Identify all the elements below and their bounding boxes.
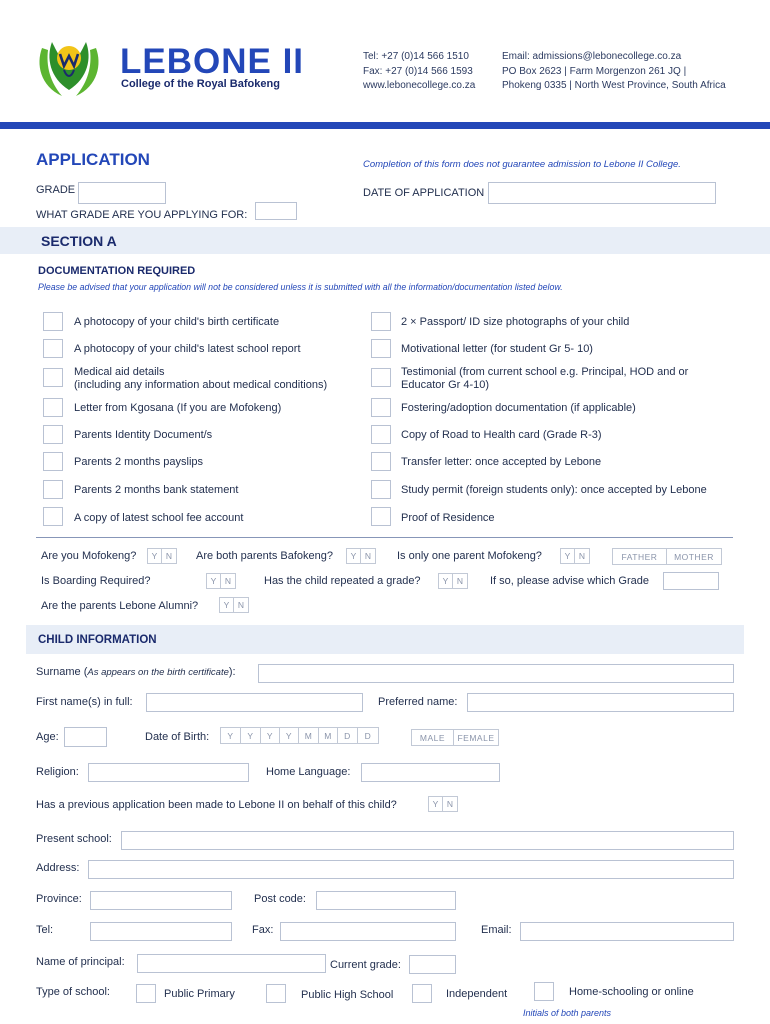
principal-input[interactable] [137, 954, 326, 973]
q-mofokeng-label: Are you Mofokeng? [41, 550, 137, 562]
yes-option[interactable]: Y [220, 598, 234, 612]
previous-application-label: Has a previous application been made to Lebone II on behalf of this child? [36, 799, 397, 811]
application-title: APPLICATION [36, 150, 150, 169]
previous-application-yn[interactable] [428, 796, 458, 812]
applying-grade-label: WHAT GRADE ARE YOU APPLYING FOR: [36, 209, 248, 221]
first-names-label: First name(s) in full: [36, 696, 133, 708]
no-option[interactable]: N [237, 600, 245, 610]
email-input[interactable] [520, 922, 734, 941]
doc-label-road-to-health: Copy of Road to Health card (Grade R-3) [401, 429, 602, 441]
dob-year-1[interactable]: Y [221, 728, 241, 743]
doc-label-payslips: Parents 2 months payslips [74, 456, 204, 468]
school-type-public-primary-checkbox[interactable] [136, 984, 156, 1003]
repeated-grade-input[interactable] [663, 572, 719, 590]
yes-option[interactable]: Y [561, 549, 575, 563]
doc-label-bank-statement: Parents 2 months bank statement [74, 484, 239, 496]
dob-day-2[interactable]: D [364, 730, 372, 741]
grade-label: GRADE [36, 184, 76, 196]
doc-label-school-report: A photocopy of your child's latest school report [74, 343, 301, 355]
doc-checkbox-school-report[interactable] [43, 339, 63, 358]
current-grade-input[interactable] [409, 955, 456, 974]
child-info-heading: CHILD INFORMATION [38, 634, 157, 646]
religion-label: Religion: [36, 766, 79, 778]
father-option[interactable]: FATHER [613, 549, 667, 564]
female-option[interactable]: FEMALE [457, 732, 495, 743]
present-school-input[interactable] [121, 831, 734, 850]
no-option[interactable]: N [165, 551, 173, 561]
current-grade-label: Current grade: [330, 959, 401, 971]
surname-label-text: Surname ( [36, 666, 88, 678]
applying-grade-input[interactable] [255, 202, 297, 220]
q-both-parents-yn[interactable] [346, 548, 376, 564]
yes-option[interactable]: Y [207, 574, 221, 588]
fax-input[interactable] [280, 922, 456, 941]
doc-checkbox-kgosana-letter[interactable] [43, 398, 63, 417]
date-of-application-label: DATE OF APPLICATION [363, 187, 485, 199]
school-type-home-schooling-checkbox[interactable] [534, 982, 554, 1001]
school-type-independent-label: Independent [446, 988, 508, 1000]
doc-label-testimonial: Testimonial (from current school e.g. Principal, HOD and or Educator Gr 4-10) [401, 366, 689, 391]
contact-phone: Tel: +27 (0)14 566 1510 [363, 51, 469, 62]
mother-option[interactable]: MOTHER [674, 551, 714, 562]
no-option[interactable]: N [224, 576, 232, 586]
yes-option[interactable]: Y [429, 797, 443, 811]
male-option[interactable]: MALE [412, 730, 454, 745]
surname-label [36, 666, 236, 678]
logo-tagline: College of the Royal Bafokeng [121, 78, 280, 90]
religion-input[interactable] [88, 763, 249, 782]
preferred-name-input[interactable] [467, 693, 734, 712]
surname-input[interactable] [258, 664, 734, 683]
address-input[interactable] [88, 860, 734, 879]
doc-checkbox-study-permit[interactable] [371, 480, 391, 499]
dob-year-2[interactable]: Y [241, 728, 261, 743]
present-school-label: Present school: [36, 833, 112, 845]
first-names-input[interactable] [146, 693, 363, 712]
doc-label-study-permit: Study permit (foreign students only): once accepted by Lebone [401, 484, 707, 496]
q-both-parents-label: Are both parents Bafokeng? [196, 550, 333, 562]
doc-checkbox-motivational-letter[interactable] [371, 339, 391, 358]
email-label: Email: [481, 924, 512, 936]
doc-label-fee-account: A copy of latest school fee account [74, 512, 244, 524]
doc-checkbox-road-to-health[interactable] [371, 425, 391, 444]
school-type-independent-checkbox[interactable] [412, 984, 432, 1003]
school-type-public-high-checkbox[interactable] [266, 984, 286, 1003]
gender-select[interactable] [411, 729, 499, 746]
doc-checkbox-testimonial[interactable] [371, 368, 391, 387]
q-alumni-yn[interactable] [219, 597, 249, 613]
dob-input[interactable] [220, 727, 379, 744]
parent-select[interactable] [612, 548, 722, 565]
q-boarding-label: Is Boarding Required? [41, 575, 151, 587]
post-code-input[interactable] [316, 891, 456, 910]
doc-checkbox-proof-of-residence[interactable] [371, 507, 391, 526]
doc-label-transfer-letter: Transfer letter: once accepted by Lebone [401, 456, 602, 468]
q-repeated-yn[interactable] [438, 573, 468, 589]
no-option[interactable]: N [578, 551, 586, 561]
dob-year-3[interactable]: Y [261, 728, 280, 743]
documentation-note: Please be advised that your application will not be considered unless it is submitted with all the information/documentation listed below. [38, 282, 563, 292]
no-option[interactable]: N [456, 576, 464, 586]
home-language-input[interactable] [361, 763, 500, 782]
q-one-parent-yn[interactable] [560, 548, 590, 564]
province-input[interactable] [90, 891, 232, 910]
doc-checkbox-fee-account[interactable] [43, 507, 63, 526]
doc-label-parents-id: Parents Identity Document/s [74, 429, 213, 441]
dob-year-4[interactable]: Y [280, 728, 299, 743]
contact-address: Phokeng 0335 | North West Province, South Africa [502, 80, 726, 91]
doc-label-medical-aid: Medical aid details (including any information about medical conditions) [74, 366, 328, 391]
surname-note: As appears on the birth certificate [87, 667, 229, 678]
no-option[interactable]: N [364, 551, 372, 561]
age-label: Age: [36, 731, 59, 743]
college-logo [34, 34, 104, 100]
q-advise-grade-label: If so, please advise which Grade [490, 575, 649, 587]
surname-label-close: ): [228, 666, 236, 678]
q-repeated-label: Has the child repeated a grade? [264, 575, 421, 587]
grade-input[interactable] [78, 182, 166, 204]
doc-label-kgosana-letter: Letter from Kgosana (If you are Mofokeng) [74, 402, 282, 414]
doc-checkbox-medical-aid[interactable] [43, 368, 63, 387]
section-a-divider [36, 537, 733, 538]
doc-checkbox-transfer-letter[interactable] [371, 452, 391, 471]
age-input[interactable] [64, 727, 107, 747]
doc-label-motivational-letter: Motivational letter (for student Gr 5- 10) [401, 343, 593, 355]
tel-label: Tel: [36, 924, 54, 936]
initials-note: Initials of both parents [523, 1008, 612, 1018]
doc-checkbox-payslips[interactable] [43, 452, 63, 471]
contact-website[interactable]: www.lebonecollege.co.za [363, 80, 476, 91]
preferred-name-label: Preferred name: [378, 696, 458, 708]
q-mofokeng-yn[interactable] [147, 548, 177, 564]
dob-month-1[interactable]: M [299, 728, 319, 743]
school-type-home-schooling-label: Home-schooling or online [569, 986, 694, 998]
school-type-label: Type of school: [36, 986, 110, 998]
doc-checkbox-bank-statement[interactable] [43, 480, 63, 499]
fax-label: Fax: [252, 924, 274, 936]
date-of-application-input[interactable] [488, 182, 716, 204]
dob-label: Date of Birth: [145, 731, 210, 743]
home-language-label: Home Language: [266, 766, 351, 778]
doc-label-fostering: Fostering/adoption documentation (if applicable) [401, 402, 636, 414]
doc-label-proof-of-residence: Proof of Residence [401, 512, 495, 524]
doc-label-birth-certificate: A photocopy of your child's birth certificate [74, 316, 280, 328]
doc-checkbox-fostering[interactable] [371, 398, 391, 417]
logo-emblem-icon [34, 34, 104, 100]
q-boarding-yn[interactable] [206, 573, 236, 589]
q-alumni-label: Are the parents Lebone Alumni? [41, 600, 199, 612]
doc-checkbox-photographs[interactable] [371, 312, 391, 331]
doc-label-photographs: 2 × Passport/ ID size photographs of your child [401, 316, 630, 328]
disclaimer-text: Completion of this form does not guarantee admission to Lebone II College. [363, 159, 681, 170]
post-code-label: Post code: [254, 893, 306, 905]
school-type-public-primary-label: Public Primary [164, 988, 235, 1000]
contact-fax: Fax: +27 (0)14 566 1593 [363, 66, 473, 77]
logo-wordmark: LEBONE II [120, 42, 305, 81]
contact-po-box: PO Box 2623 | Farm Morgenzon 261 JQ | [502, 66, 687, 77]
school-type-public-high-label: Public High School [301, 989, 394, 1001]
yes-option[interactable]: Y [347, 549, 361, 563]
documentation-heading: DOCUMENTATION REQUIRED [38, 265, 196, 277]
principal-label: Name of principal: [36, 956, 125, 968]
header-divider [0, 122, 770, 129]
tel-input[interactable] [90, 922, 232, 941]
q-one-parent-label: Is only one parent Mofokeng? [397, 550, 542, 562]
yes-option[interactable]: Y [439, 574, 453, 588]
section-a-title: SECTION A [41, 233, 117, 249]
address-label: Address: [36, 862, 80, 874]
doc-checkbox-birth-certificate[interactable] [43, 312, 63, 331]
no-option[interactable]: N [446, 799, 454, 809]
province-label: Province: [36, 893, 82, 905]
doc-checkbox-parents-id[interactable] [43, 425, 63, 444]
dob-day-1[interactable]: D [338, 728, 358, 743]
yes-option[interactable]: Y [148, 549, 162, 563]
dob-month-2[interactable]: M [319, 728, 338, 743]
contact-email[interactable]: Email: admissions@lebonecollege.co.za [502, 51, 682, 62]
